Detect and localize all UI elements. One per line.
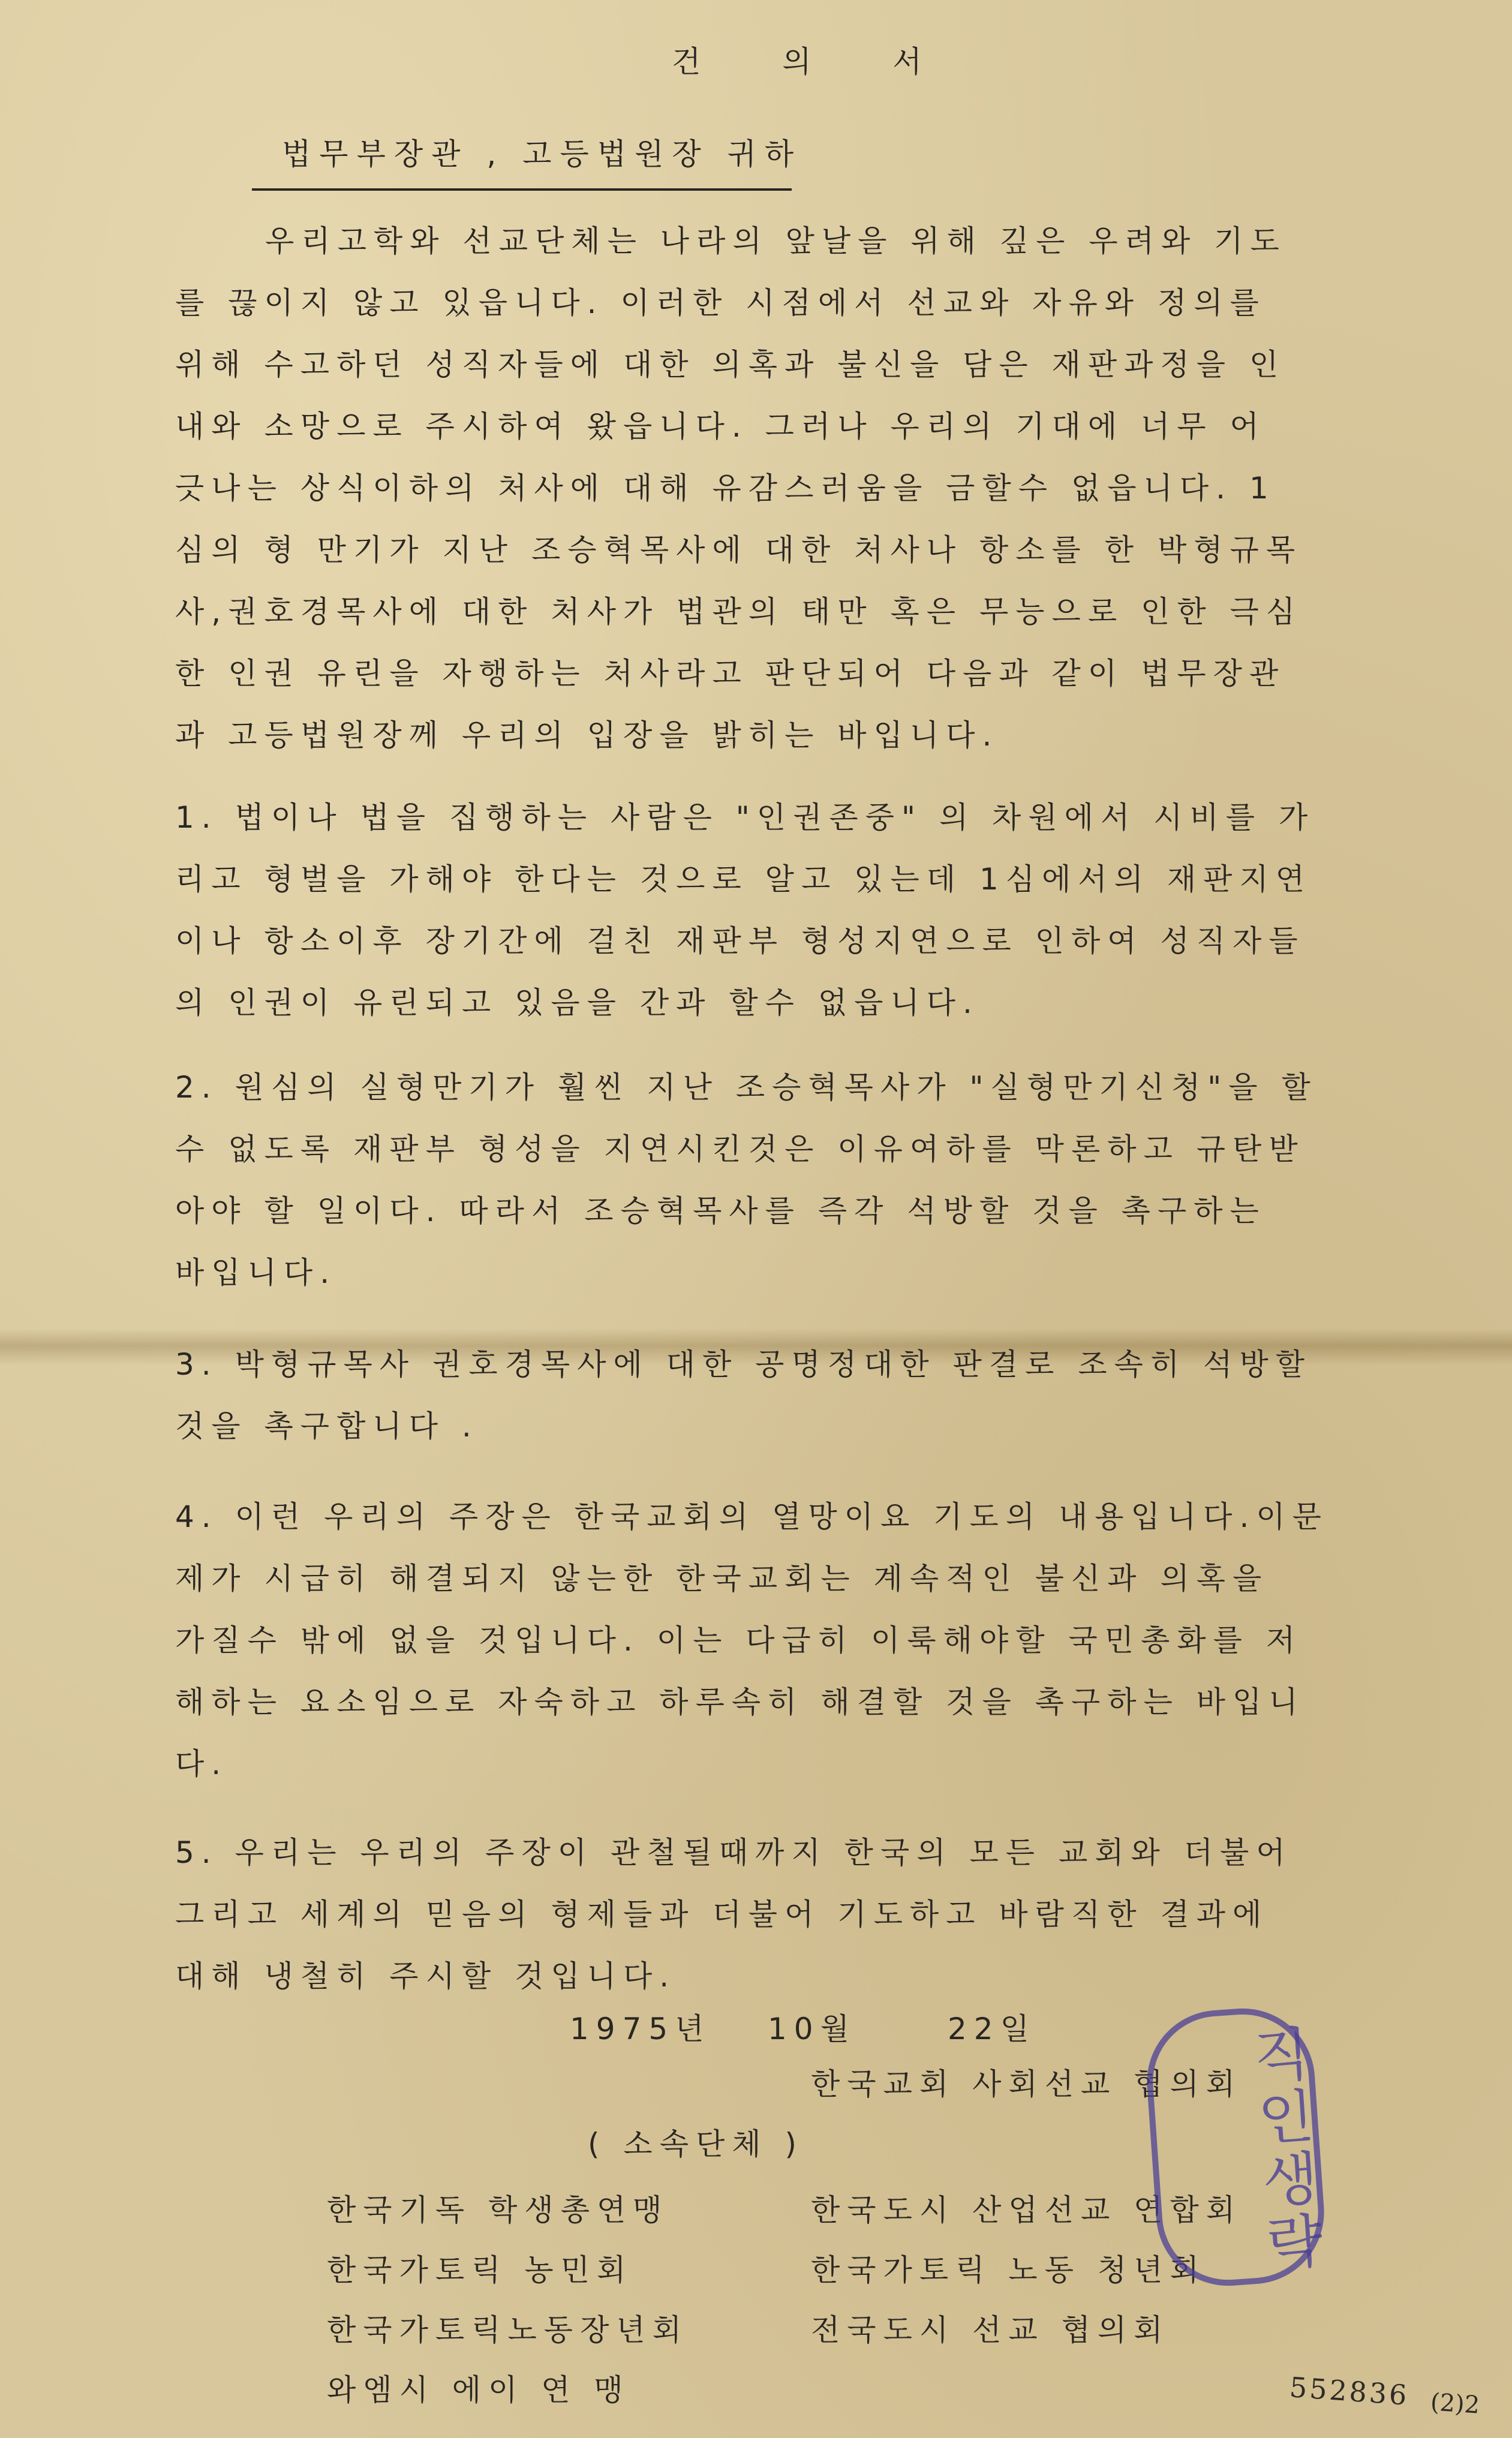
addressee-underline <box>252 188 792 191</box>
item-4-line: 가질수 밖에 없을 것입니다. 이는 다급히 이룩해야할 국민총화를 저 <box>175 1623 1303 1658</box>
item-5-line: 5. 우리는 우리의 주장이 관철될때까지 한국의 모든 교회와 더불어 <box>175 1835 1292 1870</box>
addressee: 법무부장관 , 고등법원장 귀하 <box>282 137 802 172</box>
affiliate-left: 한국기독 학생총연맹 <box>327 2193 669 2227</box>
item-1-line: 1. 법이나 법을 집행하는 사람은 "인권존중" 의 차원에서 시비를 가 <box>175 800 1315 835</box>
item-5-line: 그리고 세계의 믿음의 형제들과 더불어 기도하고 바람직한 결과에 <box>175 1897 1269 1932</box>
date-month: 10월 <box>768 2012 856 2046</box>
item-1-line: 의 인권이 유린되고 있음을 간과 할수 없읍니다. <box>175 985 979 1020</box>
affiliate-left: 한국가토릭노동장년회 <box>327 2313 689 2347</box>
date-day: 22일 <box>948 2012 1036 2046</box>
item-3-line: 것을 촉구합니다 . <box>175 1409 479 1444</box>
intro-line: 긋나는 상식이하의 처사에 대해 유감스러움을 금할수 없읍니다. 1 <box>175 471 1276 506</box>
affiliate-left: 와엠시 에이 연 맹 <box>327 2373 630 2407</box>
intro-line: 우리고학와 선교단체는 나라의 앞날을 위해 깊은 우려와 기도 <box>265 224 1286 258</box>
affiliate-left: 한국가토릭 농민회 <box>327 2253 633 2287</box>
item-3-line: 3. 박형규목사 권호경목사에 대한 공명정대한 판결로 조속히 석방할 <box>175 1347 1312 1382</box>
page-mark: (2)2 <box>1429 2388 1481 2419</box>
item-4-line: 4. 이런 우리의 주장은 한국교회의 열망이요 기도의 내용입니다.이문 <box>175 1499 1328 1534</box>
date-year: 1975년 <box>570 2012 711 2046</box>
intro-line: 사,권호경목사에 대한 처사가 법관의 태만 혹은 무능으로 인한 극심 <box>175 594 1303 629</box>
item-2-line: 2. 원심의 실형만기가 훨씬 지난 조승혁목사가 "실형만기신청"을 할 <box>175 1070 1318 1105</box>
intro-line: 한 인권 유린을 자행하는 처사라고 판단되어 다음과 같이 법무장관 <box>175 656 1286 691</box>
document-title: 건 의 서 <box>672 44 958 79</box>
item-1-line: 이나 항소이후 장기간에 걸친 재판부 형성지연으로 인하여 성직자들 <box>175 924 1305 958</box>
intro-line: 내와 소망으로 주시하여 왔읍니다. 그러나 우리의 기대에 너무 어 <box>175 409 1266 444</box>
affiliate-right: 한국도시 산업선교 연합회 <box>811 2193 1243 2227</box>
archive-number: 552836 <box>1288 2371 1411 2412</box>
item-2-line: 수 없도록 재판부 형성을 지연시킨것은 이유여하를 막론하고 규탄받 <box>175 1132 1305 1167</box>
affiliate-right: 전국도시 선교 협의회 <box>811 2313 1170 2347</box>
item-2-line: 바입니다. <box>175 1255 337 1290</box>
item-1-line: 리고 형벌을 가해야 한다는 것으로 알고 있는데 1심에서의 재판지연 <box>175 862 1312 897</box>
affiliates-heading: ( 소속단체 ) <box>588 2127 804 2162</box>
intro-line: 위해 수고하던 성직자들에 대한 의혹과 불신을 담은 재판과정을 인 <box>175 347 1286 382</box>
item-4-line: 해하는 요소임으로 자숙하고 하루속히 해결할 것을 촉구하는 바입니 <box>175 1685 1305 1719</box>
item-2-line: 아야 할 일이다. 따라서 조승혁목사를 즉각 석방할 것을 촉구하는 <box>175 1194 1266 1228</box>
signatory: 한국교회 사회선교 협의회 <box>811 2067 1243 2102</box>
affiliate-right: 한국가토릭 노동 청년회 <box>811 2253 1206 2287</box>
item-5-line: 대해 냉철히 주시할 것입니다. <box>175 1959 677 1994</box>
intro-line: 과 고등법원장께 우리의 입장을 밝히는 바입니다. <box>175 718 999 753</box>
item-4-line: 다. <box>175 1746 229 1781</box>
intro-line: 를 끊이지 않고 있읍니다. 이러한 시점에서 선교와 자유와 정의를 <box>175 285 1266 320</box>
stamp-text: 직인생략 <box>1242 2022 1326 2277</box>
item-4-line: 제가 시급히 해결되지 않는한 한국교회는 계속적인 불신과 의혹을 <box>175 1561 1269 1596</box>
seal-stamp <box>1142 2004 1328 2290</box>
intro-line: 심의 형 만기가 지난 조승혁목사에 대한 처사나 항소를 한 박형규목 <box>175 533 1303 567</box>
